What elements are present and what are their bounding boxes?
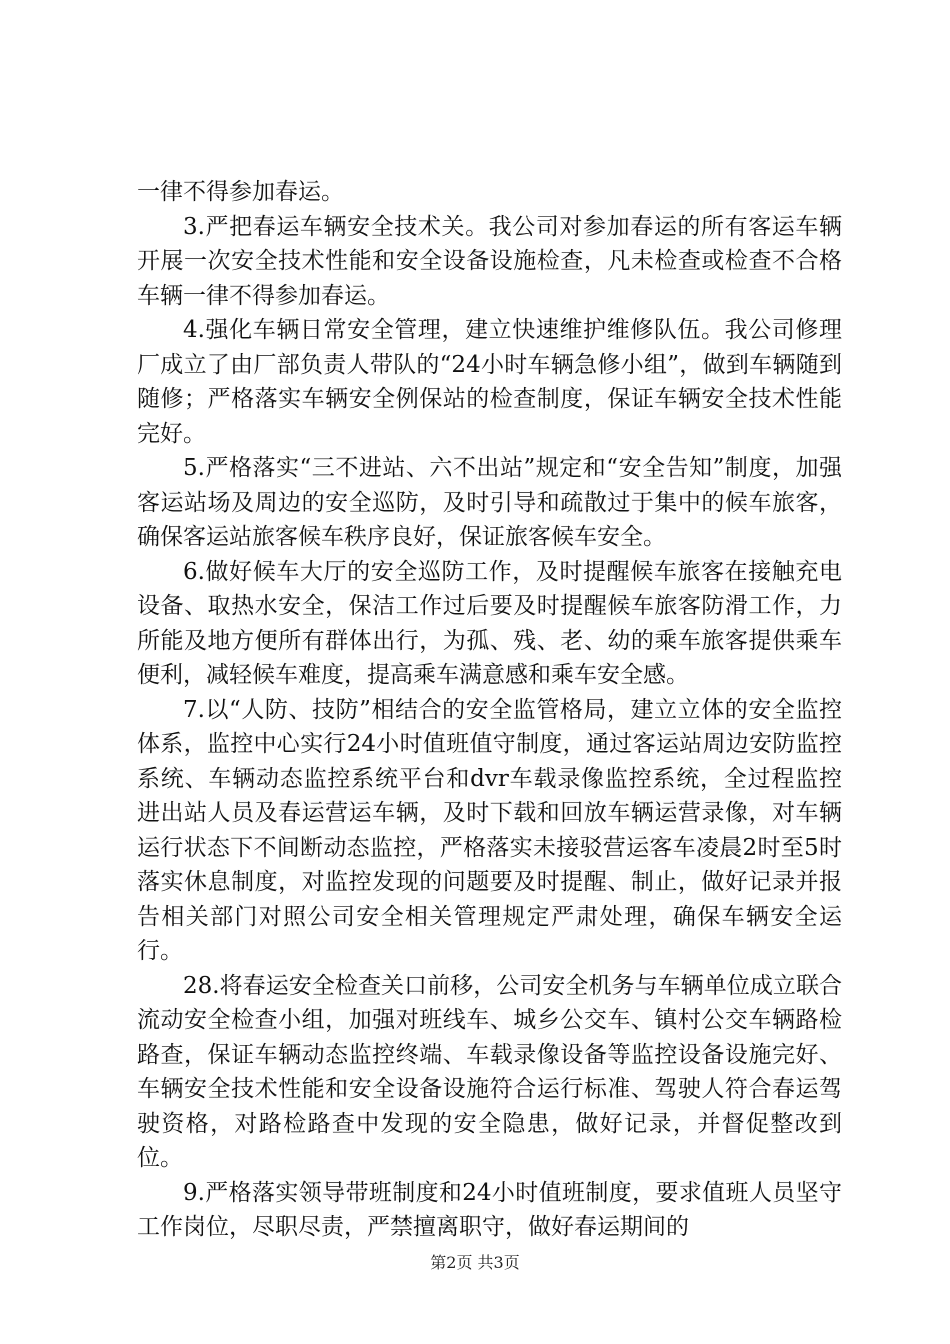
paragraph-item-3: 3.严把春运车辆安全技术关。我公司对参加春运的所有客运车辆开展一次安全技术性能和安全设备设施检查，凡未检查或检查不合格车辆一律不得参加春运。 (137, 213, 842, 309)
paragraph-item-5: 5.严格落实“三不进站、六不出站”规定和“安全告知”制度，加强客运站场及周边的安全巡防，及时引导和疏散过于集中的候车旅客，确保客运站旅客候车秩序良好，保证旅客候车安全。 (137, 455, 842, 550)
page-footer: 第2页 共3页 (430, 1253, 520, 1272)
paragraph-item-6: 6.做好候车大厅的安全巡防工作，及时提醒候车旅客在接触充电设备、取热水安全，保洁工作过后要及时提醒候车旅客防滑工作，力所能及地方便所有群体出行，为孤、残、老、幼的乘车旅客提供乘车便利，减轻候车难度，提高乘车满意感和乘车安全感。 (137, 558, 842, 688)
paragraph-item-7: 7.以“人防、技防”相结合的安全监管格局，建立立体的安全监控体系，监控中心实行24小时值班值守制度，通过客运站周边安防监控系统、车辆动态监控系统平台和dvr车载录像监控系统，全过程监控进出站人员及春运营运车辆，及时下载和回放车辆运营录像，对车辆运行状态下不间断动态监控，严格落实未接驳营运客车凌晨2时至5时落实休息制度，对监控发现的问题要及时提醒、制止，做好记录并报告相关部门对照公司安全相关管理规定严肃处理，确保车辆安全运行。 (137, 696, 842, 964)
document-body (137, 175, 842, 1245)
paragraph-continuation: 一律不得参加春运。 (137, 179, 344, 205)
paragraph-item-28: 28.将春运安全检查关口前移，公司安全机务与车辆单位成立联合流动安全检查小组，加强对班线车、城乡公交车、镇村公交车辆路检路查，保证车辆动态监控终端、车载录像设备等监控设备设施完好、车辆安全技术性能和安全设备设施符合运行标准、驾驶人符合春运驾驶资格，对路检路查中发现的安全隐患，做好记录，并督促整改到位。 (137, 972, 842, 1171)
paragraph-item-4: 4.强化车辆日常安全管理，建立快速维护维修队伍。我公司修理厂成立了由厂部负责人带队的“24小时车辆急修小组”，做到车辆随到随修；严格落实车辆安全例保站的检查制度，保证车辆安全技术性能完好。 (137, 317, 842, 447)
paragraph-item-9: 9.严格落实领导带班制度和24小时值班制度，要求值班人员坚守工作岗位，尽职尽责，严禁擅离职守，做好春运期间的 (137, 1179, 842, 1240)
